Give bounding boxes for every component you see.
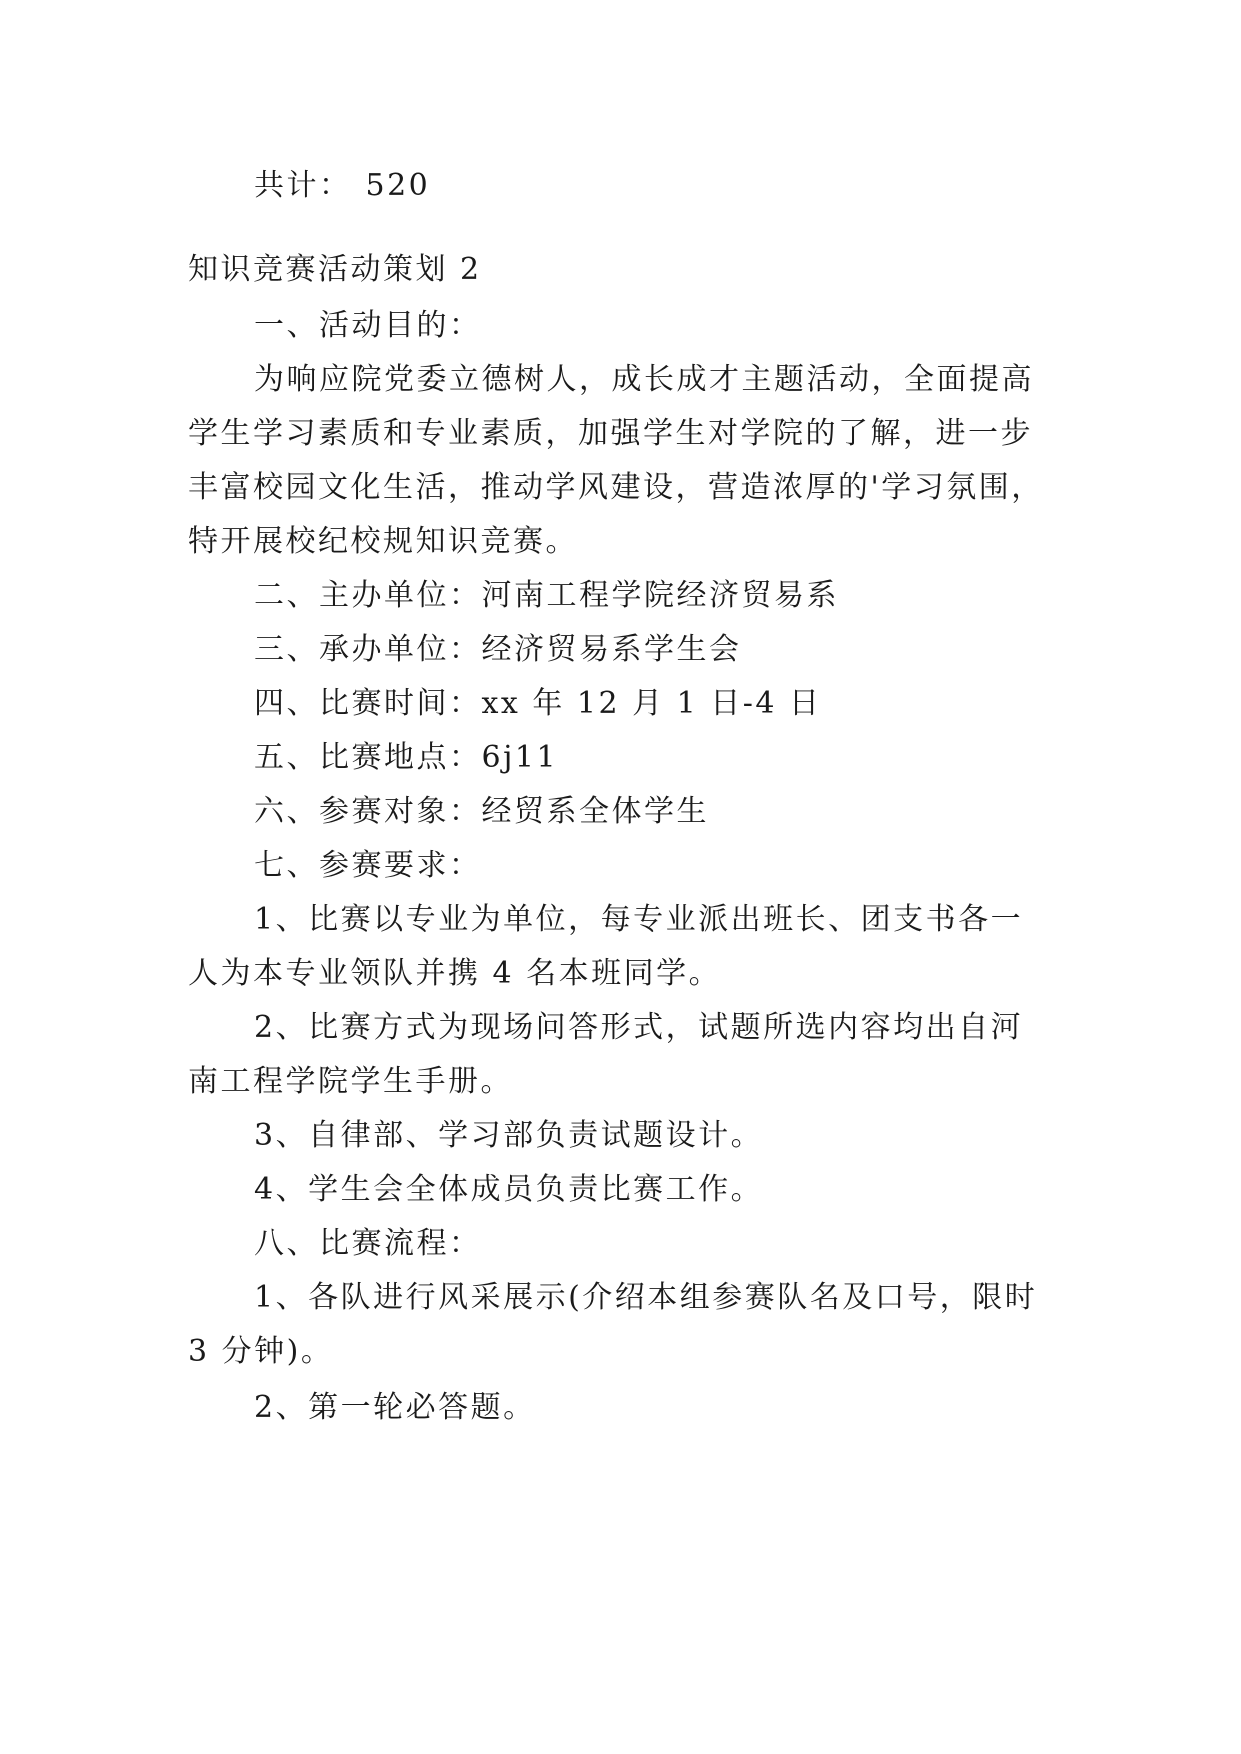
organizer-line: 二、主办单位：河南工程学院经济贸易系 bbox=[254, 578, 839, 613]
location-line: 五、比赛地点：6j11 bbox=[254, 740, 559, 775]
participants-line: 六、参赛对象：经贸系全体学生 bbox=[254, 794, 709, 829]
co-organizer-line: 三、承办单位：经济贸易系学生会 bbox=[254, 632, 742, 667]
requirement-item: 4、学生会全体成员负责比赛工作。 bbox=[254, 1172, 764, 1207]
heading-purpose: 一、活动目的： bbox=[254, 308, 482, 343]
requirement-item: 人为本专业领队并携 4 名本班同学。 bbox=[188, 956, 722, 991]
paragraph-line: 丰富校园文化生活，推动学风建设，营造浓厚的'学习氛围， bbox=[188, 470, 1044, 505]
process-item: 1、各队进行风采展示(介绍本组参赛队名及口号，限时 bbox=[254, 1280, 1038, 1315]
requirement-item: 南工程学院学生手册。 bbox=[188, 1064, 513, 1099]
requirement-item: 2、比赛方式为现场问答形式，试题所选内容均出自河 bbox=[254, 1010, 1024, 1045]
time-line: 四、比赛时间：xx 年 12 月 1 日-4 日 bbox=[254, 686, 822, 721]
process-item: 2、第一轮必答题。 bbox=[254, 1390, 536, 1425]
requirements-heading: 七、参赛要求： bbox=[254, 848, 482, 883]
total-line bbox=[254, 166, 430, 206]
process-item: 3 分钟)。 bbox=[188, 1334, 334, 1369]
paragraph-line: 学生学习素质和专业素质，加强学生对学院的了解，进一步 bbox=[188, 416, 1033, 451]
total-value: 520 bbox=[365, 168, 431, 203]
section-title: 知识竞赛活动策划 2 bbox=[188, 252, 482, 287]
paragraph-line: 特开展校纪校规知识竞赛。 bbox=[188, 524, 578, 559]
total-label: 共计： bbox=[254, 168, 352, 203]
process-heading: 八、比赛流程： bbox=[254, 1226, 482, 1261]
requirement-item: 1、比赛以专业为单位，每专业派出班长、团支书各一 bbox=[254, 902, 1024, 937]
requirement-item: 3、自律部、学习部负责试题设计。 bbox=[254, 1118, 764, 1153]
paragraph-line: 为响应院党委立德树人，成长成才主题活动，全面提高 bbox=[254, 362, 1034, 397]
